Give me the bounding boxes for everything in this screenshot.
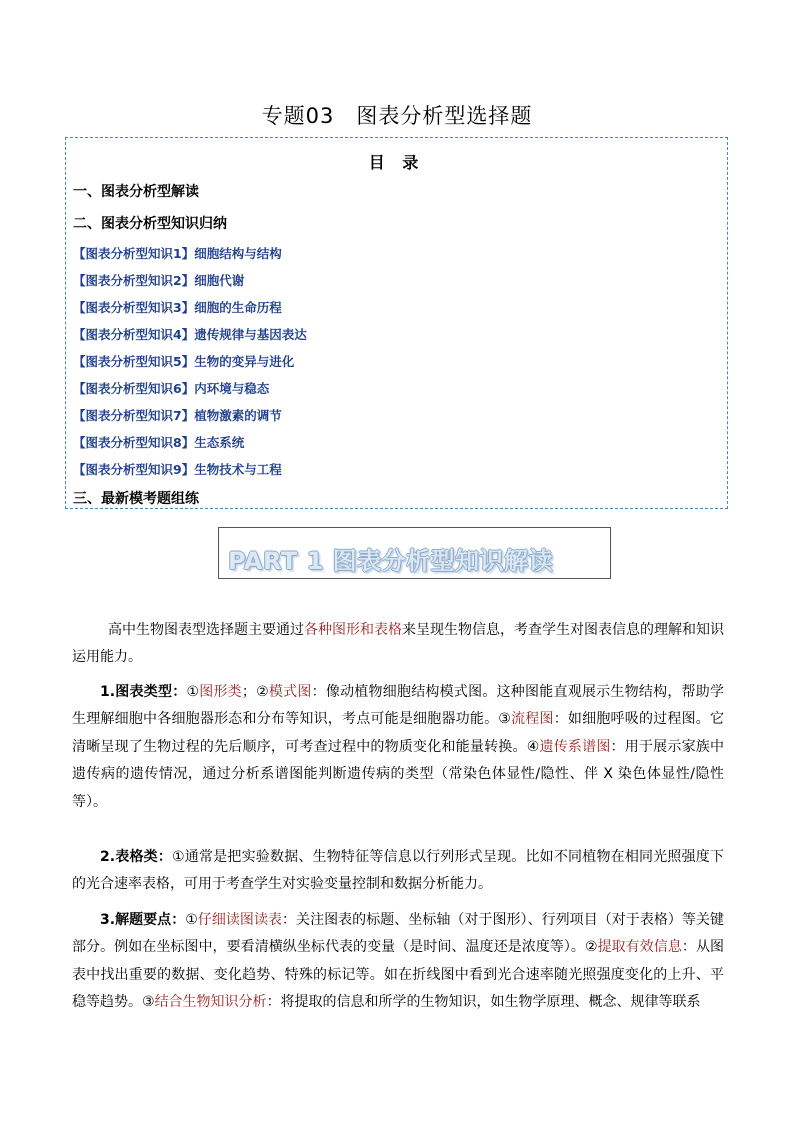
chart-types-t3: ：如细胞呼吸的过程图。它清晰呈现了生物过程的先后顺序，可考查过程中的物质变化和能量转换。④ [72,711,725,755]
chart-types-hl3: 流程图 [511,711,554,728]
tips-t3: ：将提取的信息和所学的生物知识，如生物学原理、概念、规律等联系 [266,994,701,1011]
page-title: 专题03 图表分析型选择题 [261,104,533,128]
chart-types-hl2: 模式图 [268,684,312,700]
chart-types-hl4: 遗传系谱图 [539,738,611,755]
tables-paragraph [72,844,724,899]
chart-types-t2: ：像动植物细胞结构模式图。这种图能直观展示生物结构，帮助学生理解细胞中各细胞器形态和分布等知识，考点可能是细胞器功能。③ [72,684,724,728]
chart-types-paragraph [72,679,724,816]
toc-heading: 目 录 [368,153,425,172]
toc-item-7[interactable]: 【图表分析型知识7】植物激素的调节 [73,408,282,423]
tables-text: ①通常是把实验数据、生物特征等信息以行列形式呈现。比如不同植物在相同光照强度下的光合速率表格，可用于考查学生对实验变量控制和数据分析能力。 [72,849,724,893]
toc-item-2[interactable]: 【图表分析型知识2】细胞代谢 [73,273,245,288]
tips-c1: ① [185,912,198,928]
toc-section-1[interactable]: 一、图表分析型解读 [73,184,199,200]
intro-paragraph [72,617,724,672]
part-banner-text: PART 1 图表分析型知识解读 [228,547,554,575]
chart-types-t4: ：用于展示家族中遗传病的遗传情况，通过分析系谱图能判断遗传病的类型（常染色体显性/隐性、伴 X 染色体显性/隐性等）。 [72,738,725,810]
chart-types-c1: ① [186,684,200,700]
intro-text-a: 高中生物图表型选择题主要通过 [108,622,304,638]
chart-types-label: 1.图表类型： [100,684,187,700]
intro-text-b: 来呈现生物信息，考查学生对图表信息的理解和知识运用能力。 [72,622,724,666]
toc-item-9[interactable]: 【图表分析型知识9】生物技术与工程 [73,462,282,477]
toc-item-5[interactable]: 【图表分析型知识5】生物的变异与进化 [73,354,295,369]
toc-item-3[interactable]: 【图表分析型知识3】细胞的生命历程 [73,300,282,315]
toc-item-1[interactable]: 【图表分析型知识1】细胞结构与结构 [73,246,282,261]
part-banner [218,527,611,579]
tips-hl3: 结合生物知识分析 [154,994,267,1011]
tips-paragraph [72,907,724,1017]
tips-label: 3.解题要点： [100,912,186,928]
toc-section-2[interactable]: 二、图表分析型知识归纳 [73,216,227,232]
toc-item-4[interactable]: 【图表分析型知识4】遗传规律与基因表达 [73,327,307,342]
intro-highlight: 各种图形和表格 [304,622,402,638]
tips-hl2: 提取有效信息 [597,939,682,956]
chart-types-s1: ；② [241,684,269,700]
toc-item-8[interactable]: 【图表分析型知识8】生态系统 [73,435,245,450]
toc-item-6[interactable]: 【图表分析型知识6】内环境与稳态 [73,381,270,396]
chart-types-hl1: 图形类 [199,684,242,700]
tips-t2: ：从图表中找出重要的数据、变化趋势、特殊的标记等。如在折线图中看到光合速率随光照强度变化的上升、平稳等趋势。③ [72,939,724,1011]
toc-section-3[interactable]: 三、最新模考题组练 [73,491,199,507]
tips-t1: ：关注图表的标题、坐标轴（对于图形）、行列项目（对于表格）等关键部分。例如在坐标图中，要看清横纵坐标代表的变量（是时间、温度还是浓度等）。② [72,912,724,956]
tables-label: 2.表格类： [100,849,173,865]
table-of-contents [65,137,728,509]
tips-hl1: 仔细读图读表 [197,912,283,928]
